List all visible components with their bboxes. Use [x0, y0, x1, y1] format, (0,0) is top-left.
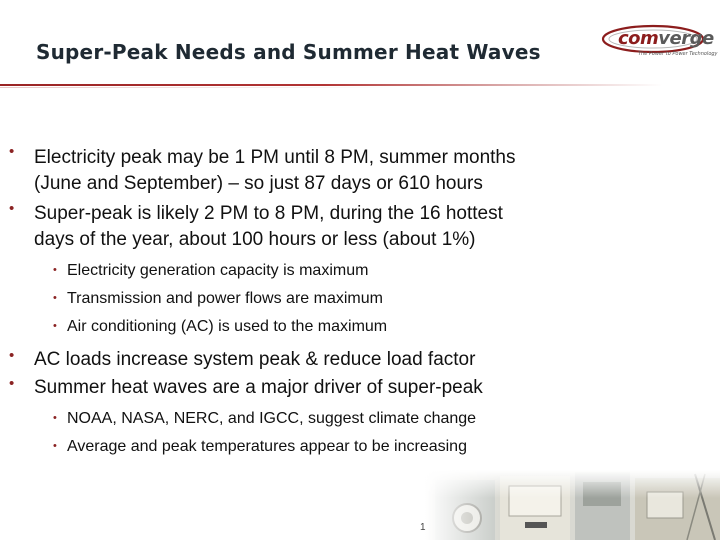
sub-bullet-dot: •: [53, 412, 57, 424]
sub-bullet-dot: •: [53, 292, 57, 304]
sub-bullet-dot: •: [53, 440, 57, 452]
logo-wordmark: [618, 28, 714, 49]
logo-word-com: com: [618, 28, 659, 49]
sub-bullet-text: Average and peak temperatures appear to be increasing: [67, 438, 467, 455]
comverge-logo: [600, 22, 718, 66]
slide-title: Super-Peak Needs and Summer Heat Waves: [36, 40, 541, 64]
title-underline-shadow: [0, 87, 400, 88]
title-underline: [0, 84, 720, 86]
bullet-dot: •: [9, 200, 15, 217]
page-number: 1: [420, 522, 426, 533]
thermostat-collage-icon: [425, 470, 720, 540]
sub-bullet-text: NOAA, NASA, NERC, and IGCC, suggest climate change: [67, 410, 477, 427]
bullet-text: Super-peak is likely 2 PM to 8 PM, during the 16 hottest: [34, 203, 503, 224]
logo-tagline: The Power to Power Technology: [638, 51, 718, 57]
sub-bullet-text: Air conditioning (AC) is used to the maximum: [67, 318, 388, 335]
sub-bullet-dot: •: [53, 320, 57, 332]
bullet-text-continued: (June and September) – so just 87 days or 610 hours: [34, 173, 483, 194]
thermostat-photo: [425, 470, 720, 540]
bullet-text: AC loads increase system peak & reduce load factor: [34, 349, 476, 370]
bullet-dot: •: [9, 143, 15, 160]
bullet-text-continued: days of the year, about 100 hours or less (about 1%): [34, 229, 476, 250]
bullet-text: Electricity peak may be 1 PM until 8 PM, summer months: [34, 147, 516, 168]
sub-bullet-dot: •: [53, 264, 57, 276]
bullet-dot: •: [9, 347, 15, 364]
logo-word-verge: verge: [658, 28, 714, 49]
bullet-dot: •: [9, 375, 15, 392]
sub-bullet-text: Transmission and power flows are maximum: [67, 290, 383, 307]
sub-bullet-text: Electricity generation capacity is maximum: [67, 262, 369, 279]
bullet-text: Summer heat waves are a major driver of super-peak: [34, 377, 483, 398]
